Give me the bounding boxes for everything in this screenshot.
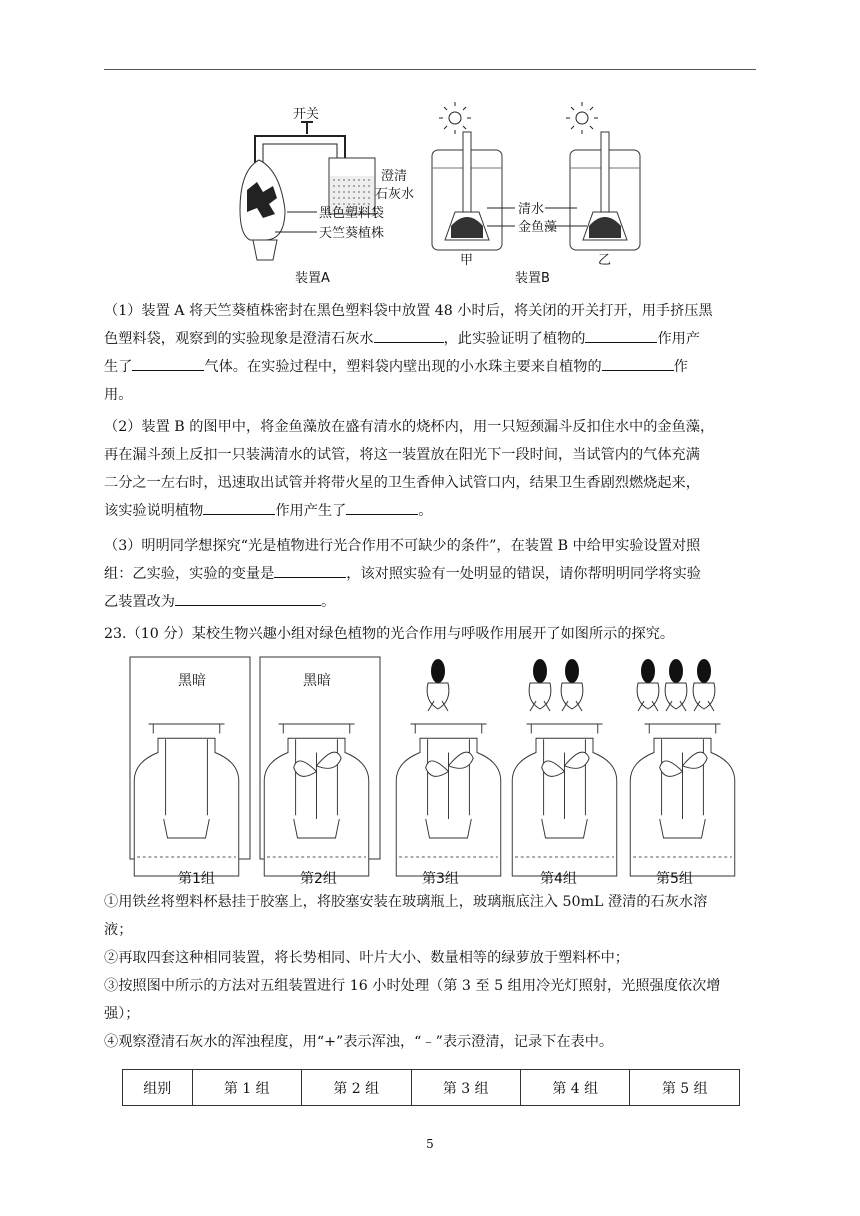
question-2 (104, 413, 756, 525)
question-1 (104, 297, 756, 409)
q1-line2: 色塑料袋，观察到的实验现象是澄清石灰水 ，此实验证明了植物的 作用产 (104, 325, 756, 353)
group-4 (512, 659, 617, 887)
group-label: 第2组 (300, 871, 337, 887)
plant-label: 天竺葵植株 (319, 226, 385, 241)
q3-line3: 乙装置改为 。 (104, 588, 756, 616)
answer-blank[interactable] (374, 326, 444, 343)
table-header-cell: 第 1 组 (192, 1070, 301, 1106)
q2-line1: （2）装置 B 的图甲中，将金鱼藻放在盛有清水的烧杯内，用一只短颈漏斗反扣住水中的金鱼藻， (104, 419, 715, 435)
q2-line4: 该实验说明植物 作用产生了 。 (104, 497, 756, 525)
q23-title: 23.（10 分）某校生物兴趣小组对绿色植物的光合作用与呼吸作用展开了如图所示的探究。 (104, 626, 675, 642)
dark-label: 黑暗 (178, 673, 206, 689)
answer-blank[interactable] (274, 561, 346, 578)
answer-blank[interactable] (175, 589, 321, 606)
limewater-label-2: 石灰水 (375, 187, 415, 202)
label-yi: 乙 (598, 253, 612, 268)
q2-line2: 再在漏斗颈上反扣一只装满清水的试管，将这一装置放在阳光下一段时间，当试管内的气体充满 (104, 447, 700, 463)
step-1: ①用铁丝将塑料杯悬挂于胶塞上，将胶塞安装在玻璃瓶上，玻璃瓶底注入 50mL 澄清的石灰水溶 (104, 894, 708, 910)
table-header-cell: 第 3 组 (411, 1070, 520, 1106)
water-label: 清水 (518, 202, 545, 217)
q2-line3: 二分之一左右时，迅速取出试管并将带火星的卫生香伸入试管口内，结果卫生香剧烈燃烧起来， (104, 475, 700, 491)
q1-line3: 生了 气体。在实验过程中，塑料袋内壁出现的小水珠主要来自植物的 作 (104, 353, 756, 381)
group-label: 第1组 (178, 871, 215, 887)
switch-label: 开关 (293, 107, 320, 122)
page-number: 5 (426, 1137, 434, 1151)
group-label: 第5组 (656, 871, 693, 887)
q1-line4: 用。 (104, 387, 133, 403)
header-rule (104, 69, 756, 70)
table-header-cell: 第 2 组 (302, 1070, 411, 1106)
group-3 (396, 659, 501, 887)
limewater-label-1: 澄清 (381, 169, 408, 184)
q1-line1: （1）装置 A 将天竺葵植株密封在黑色塑料袋中放置 48 小时后，将关闭的开关打开，用手挤压黑 (104, 303, 713, 319)
procedure-steps (104, 888, 756, 1056)
group-1 (130, 657, 250, 887)
answer-blank[interactable] (585, 326, 657, 343)
caption-b: 装置B (515, 271, 550, 286)
step-2: ②再取四套这种相同装置，将长势相同、叶片大小、数量相等的绿萝放于塑料杯中； (104, 950, 629, 966)
answer-blank[interactable] (346, 498, 418, 515)
step-1-cont: 液； (104, 922, 133, 938)
results-table (122, 1069, 740, 1106)
step-3-cont: 强）； (104, 1006, 140, 1022)
apparatus-b (432, 102, 640, 286)
bag-label: 黑色塑料袋 (319, 206, 385, 221)
dark-label: 黑暗 (303, 673, 331, 689)
question-3 (104, 532, 756, 616)
question-23-title (104, 620, 756, 648)
step-4: ④观察澄清石灰水的浑浊程度，用“+”表示浑浊，“﹣”表示澄清，记录下在表中。 (104, 1034, 614, 1050)
group-5 (630, 659, 735, 887)
table-header-cell: 第 5 组 (630, 1070, 740, 1106)
caption-a: 装置A (295, 271, 330, 286)
apparatus-figure (225, 100, 645, 290)
group-label: 第3组 (422, 871, 459, 887)
q3-line1: （3）明明同学想探究“光是植物进行光合作用不可缺少的条件”，在装置 B 中给甲实验设置对照 (104, 538, 701, 554)
label-jia: 甲 (460, 253, 474, 268)
table-header-row (123, 1070, 740, 1106)
answer-blank[interactable] (132, 354, 204, 371)
table-header-cell: 组别 (123, 1070, 193, 1106)
answer-blank[interactable] (203, 498, 275, 515)
experiment-figure (128, 655, 748, 890)
group-2 (260, 657, 380, 887)
step-3: ③按照图中所示的方法对五组装置进行 16 小时处理（第 3 至 5 组用冷光灯照射，光照强度依次增 (104, 978, 721, 994)
table-header-cell: 第 4 组 (520, 1070, 629, 1106)
group-label: 第4组 (540, 871, 577, 887)
weed-label: 金鱼藻 (518, 220, 558, 235)
apparatus-a (240, 107, 414, 286)
answer-blank[interactable] (602, 354, 674, 371)
q3-line2: 组：乙实验，实验的变量是 ，该对照实验有一处明显的错误，请你帮明明同学将实验 (104, 560, 756, 588)
